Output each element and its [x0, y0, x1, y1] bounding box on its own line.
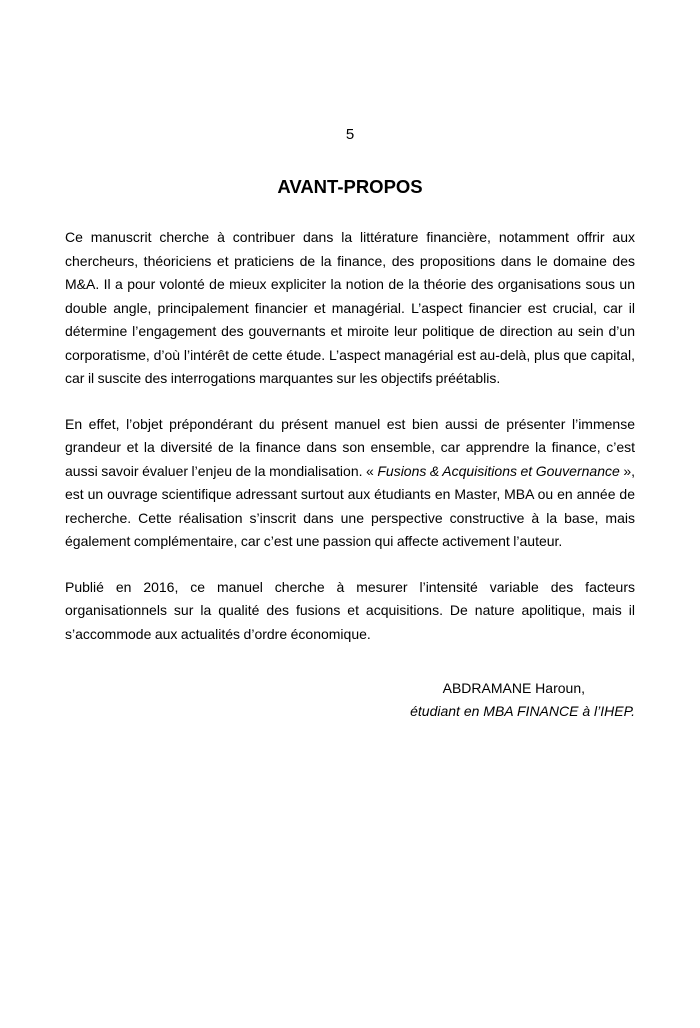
signature-block — [410, 677, 635, 723]
book-title-italic: Fusions & Acquisitions et Gouvernance — [377, 462, 620, 479]
paragraph-3: Publié en 2016, ce manuel cherche à mesurer l’intensité variable des facteurs organisationnels sur la qualité des fusions et acquisitions. De nature apolitique, mais il s’accommode aux actualités d’ordre économique. — [65, 578, 635, 642]
paragraph-1: Ce manuscrit cherche à contribuer dans la littérature financière, notamment offrir aux chercheurs, théoriciens et praticiens de la finance, des propositions dans le domaine des M&A. Il a pour volonté de mieux expliciter la notion de la théorie des organisations sous un double angle, principalement financier et managérial. L’aspect financier est crucial, car il détermine l’engagement des gouvernants et miroite leur politique de direction au sein d’un corporatisme, d’où l’intérêt de cette étude. L’aspect managérial est au-delà, plus que capital, car il suscite des interrogations marquantes sur les objectifs préétablis. — [65, 229, 635, 386]
paragraph-2 — [65, 413, 635, 554]
paragraph-2-part-2: », est un ouvrage scientifique adressant surtout aux étudiants en Master, MBA ou en année de recherche. Cette réalisation s’inscrit dans une perspective constructive à la base, mais également complémentaire, car c’est une passion qui affecte activement l’auteur. — [65, 462, 635, 549]
page-number: 5 — [345, 126, 355, 143]
paragraph-2-part-1: En effet, l’objet prépondérant du présent manuel est bien aussi de présenter l’immense grandeur et la diversité de la finance dans son ensemble, car apprendre la finance, c’est aussi savoir évaluer l’enjeu de la mondialisation. « — [65, 415, 635, 479]
page-title: AVANT-PROPOS — [277, 176, 423, 197]
body-text — [65, 226, 635, 668]
author-name: ABDRAMANE Haroun, — [442, 680, 585, 696]
author-role: étudiant en MBA FINANCE à l’IHEP. — [410, 703, 635, 719]
